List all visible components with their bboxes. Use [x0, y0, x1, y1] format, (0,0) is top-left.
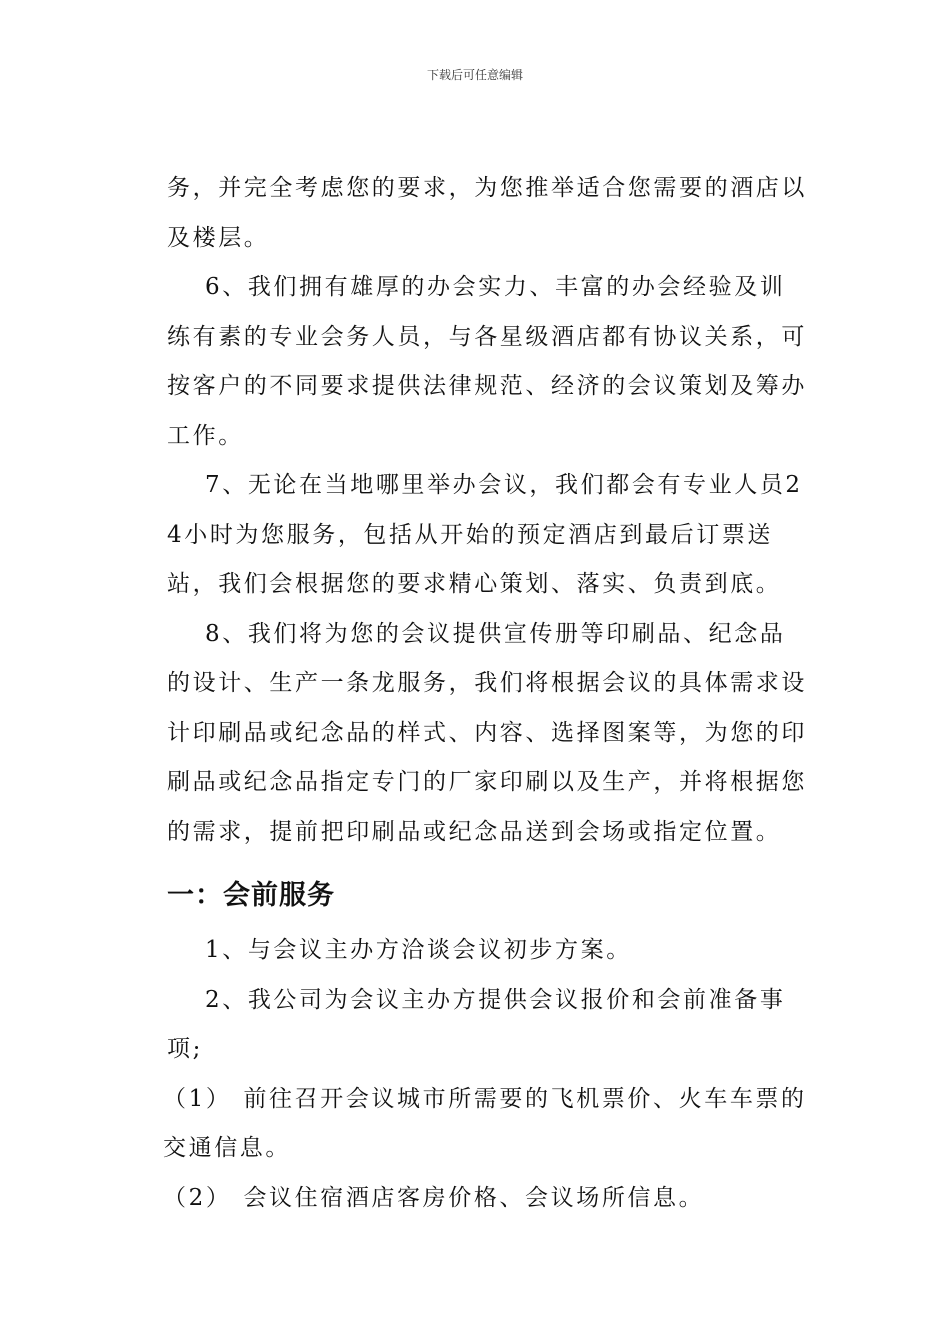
paragraph-item-7: 7、无论在当地哪里举办会议，我们都会有专业人员24小时为您服务，包括从开始的预定酒店到最后订票送站，我们会根据您的要求精心策划、落实、负责到底。 [167, 472, 803, 597]
sub-item-1-number: （1） [163, 1085, 232, 1112]
paragraph-continuation: 务，并完全考虑您的要求，为您推举适合您需要的酒店以及楼层。 [167, 175, 807, 251]
sub-item-2-number: （2） [163, 1184, 232, 1211]
section-heading-pre-meeting: 一：会前服务 [167, 880, 335, 911]
sub-item-1 [163, 1075, 807, 1174]
paragraph-item-6: 6、我们拥有雄厚的办会实力、丰富的办会经验及训练有素的专业会务人员，与各星级酒店都有协议关系，可按客户的不同要求提供法律规范、经济的会议策划及筹办工作。 [167, 274, 807, 449]
sub-item-2 [163, 1174, 807, 1224]
paragraph-item-8: 8、我们将为您的会议提供宣传册等印刷品、纪念品的设计、生产一条龙服务，我们将根据会议的具体需求设计印刷品或纪念品的样式、内容、选择图案等，为您的印刷品或纪念品指定专门的厂家印刷以及生产，并将根据您的需求，提前把印刷品或纪念品送到会场或指定位置。 [167, 620, 807, 845]
page-header-note: 下载后可任意编辑 [426, 68, 523, 82]
sub-item-2-text: 会议住宿酒店客房价格、会议场所信息。 [243, 1184, 705, 1211]
list-item-1: 1、与会议主办方洽谈会议初步方案。 [205, 937, 632, 963]
document-body [163, 164, 807, 1223]
sub-item-1-text: 前往召开会议城市所需要的飞机票价、火车车票的交通信息。 [163, 1085, 807, 1161]
list-item-2: 2、我公司为会议主办方提供会议报价和会前准备事项; [167, 986, 786, 1062]
